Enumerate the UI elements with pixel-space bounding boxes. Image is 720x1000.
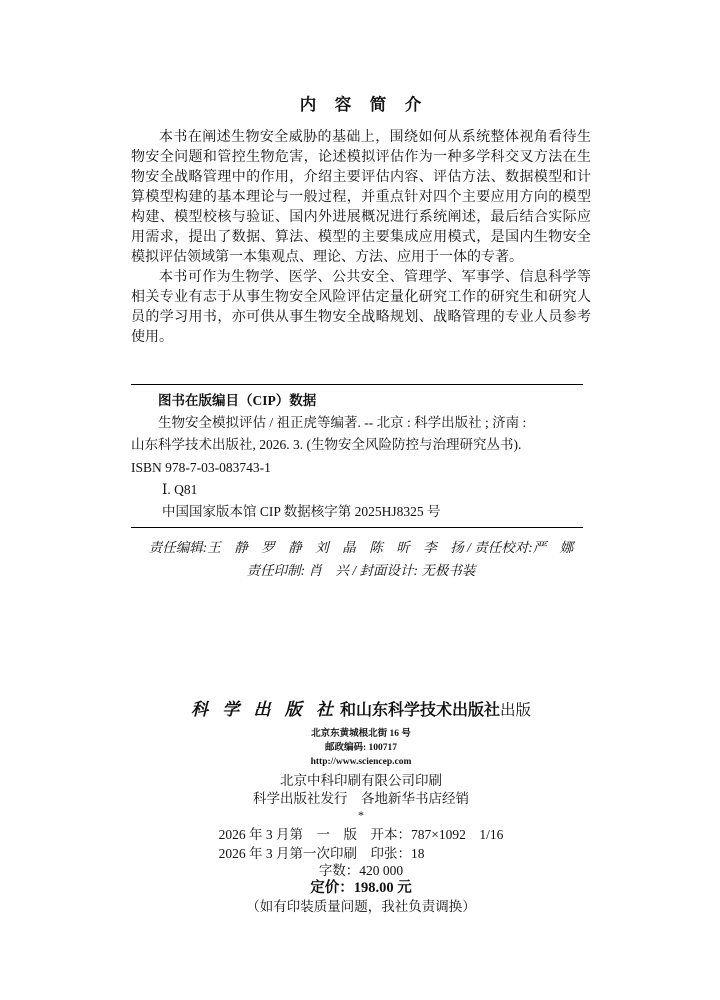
word-count-line: 字数：420 000 [318, 863, 404, 878]
publisher-website: http://www.sciencep.com [310, 757, 412, 767]
price-line: 定价：198.00 元 [310, 880, 412, 896]
cip-class-code: Ⅰ. Q81 [162, 481, 198, 497]
cip-data-block [131, 384, 583, 528]
distribution-line: 科学出版社发行 各地新华书店经销 [253, 790, 469, 806]
editors-line: 责任编辑:王 静 罗 静 刘 晶 陈 昕 李 扬 / 责任校对:严 娜 [148, 540, 574, 555]
edition-line: 2026 年 3 月第 一 版 开本：787×1092 1/16 [218, 827, 504, 842]
cip-publisher-line: 山东科学技术出版社, 2026. 3. (生物安全风险防控与治理研究丛书). [131, 437, 522, 453]
publisher-address: 北京东黄城根北街 16 号 [311, 729, 411, 739]
colophon-block [131, 700, 591, 916]
intro-paragraph-2: 本书可作为生物学、医学、公共安全、管理学、军事学、信息科学等相关专业有志于从事生物安全风险评估定量化研究工作的研究生和研究人员的学习用书，亦可供从事生物安全战略规划、战略管理的专业人员参考使用。 [131, 270, 591, 345]
cip-record-number: 中国国家版本馆 CIP 数据核字第 2025HJ8325 号 [162, 504, 441, 520]
science-press-logo: 科 学 出 版 社 [190, 700, 338, 719]
publish-suffix: 出版 [500, 702, 532, 719]
printer-line: 北京中科印刷有限公司印刷 [280, 773, 442, 788]
publisher-line [131, 700, 591, 721]
co-publisher-name: 和山东科学技术出版社 [339, 702, 500, 719]
publisher-postcode: 邮政编码: 100717 [324, 743, 398, 753]
content-intro-section [131, 95, 591, 348]
cip-title-line: 生物安全模拟评估 / 祖正虎等编著. -- 北京 : 科学出版社 ; 济南 : [158, 415, 527, 431]
printing-line: 2026 年 3 月第一次印刷 印张：18 [218, 845, 425, 861]
section-title: 内 容 简 介 [299, 95, 423, 114]
star-separator: * [358, 808, 364, 822]
print-design-line: 责任印制: 肖 兴 / 封面设计: 无极书装 [246, 563, 476, 578]
cip-isbn: ISBN 978-7-03-083743-1 [131, 459, 271, 475]
quality-notice-line: （如有印装质量问题，我社负责调换） [246, 899, 476, 914]
intro-paragraph-1: 本书在阐述生物安全威胁的基础上，围绕如何从系统整体视角看待生物安全问题和管控生物危害，论述模拟评估作为一种多学科交叉方法在生物安全战略管理中的作用，介绍主要评估内容、评估方法、数据模型和计算模型构建的基本理论与一般过程，并重点针对四个主要应用方向的模型构建、模型校核与验证、国内外进展概况进行系统阐述，最后结合实际应用需求，提出了数据、算法、模型的主要集成应用模式，是国内生物安全模拟评估领域第一本集观点、理论、方法、应用于一体的专著。 [131, 130, 591, 265]
cip-heading: 图书在版编目（CIP）数据 [158, 393, 317, 408]
staff-credits-block [131, 536, 591, 582]
edition-info-block [219, 826, 504, 863]
